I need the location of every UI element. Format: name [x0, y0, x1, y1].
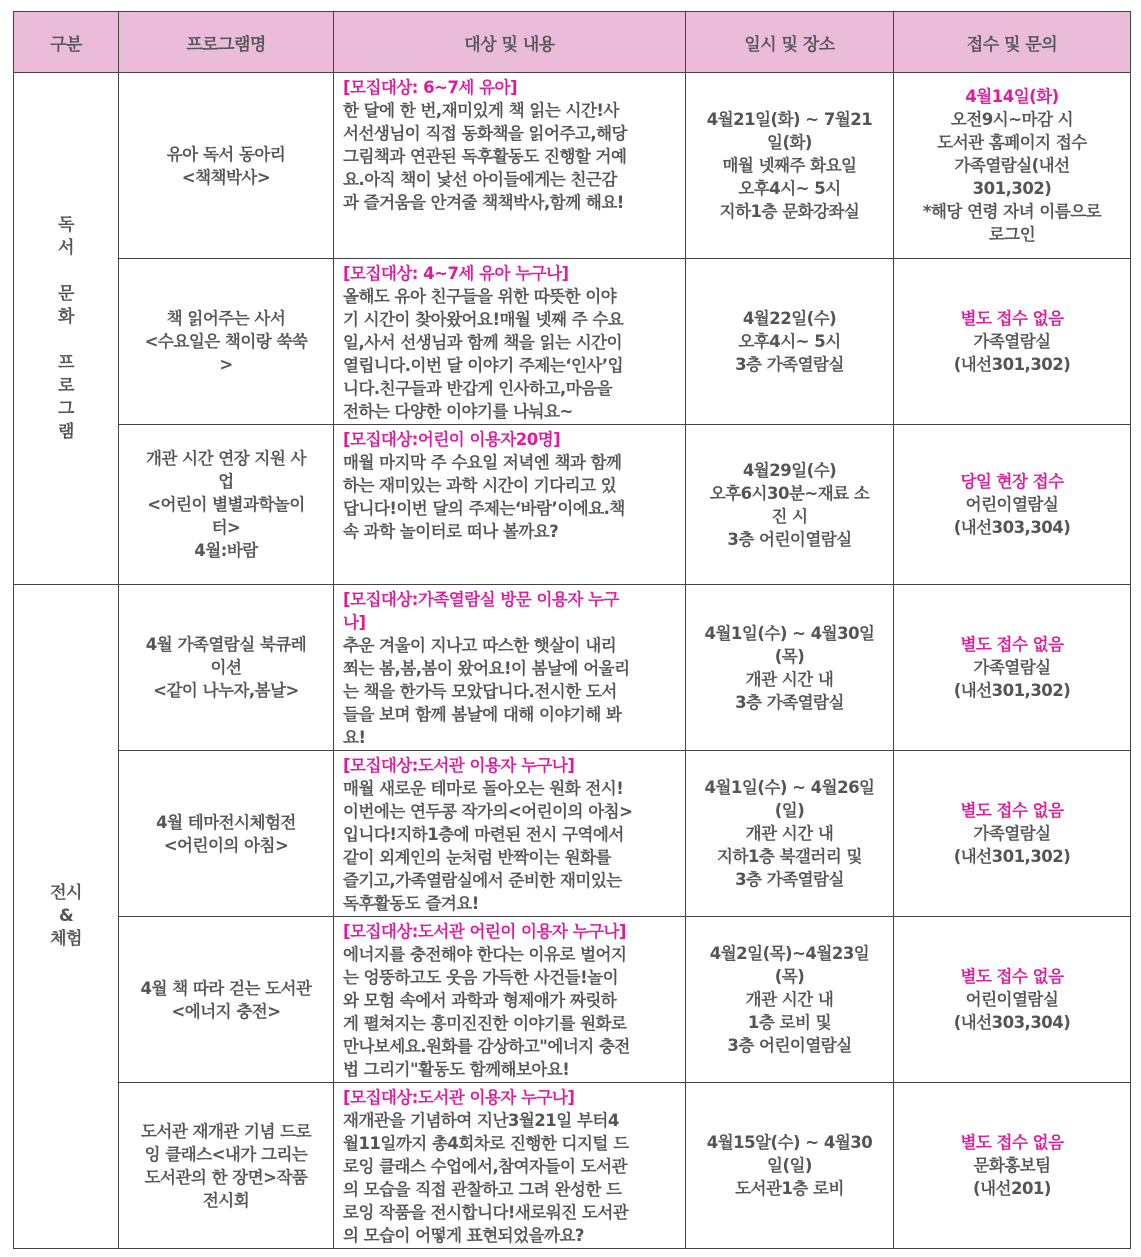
schedule-line: 4월22일(수): [742, 309, 837, 328]
category-line: 화: [58, 306, 74, 327]
signup-line: (내선301,302): [953, 681, 1071, 700]
schedule-line: 3층 가족열람실: [735, 355, 844, 374]
content-line: 월11일까지 총4회차로 진행한 디지털 드: [343, 1134, 629, 1153]
signup-cell: [894, 585, 1131, 751]
program-name-line: 도서관 재개관 기념 드로: [140, 1121, 312, 1141]
content-line: 와 모험 속에서 과학과 형제애가 짜릿하: [343, 991, 617, 1010]
signup-line: 가족열람실: [973, 658, 1051, 677]
schedule-line: 4월15알(수) ~ 4월30: [706, 1133, 873, 1152]
schedule-line: 3층 가족열람실: [735, 870, 844, 889]
program-name-cell: [119, 259, 334, 425]
category-line: [15, 329, 117, 352]
description-cell: [334, 1083, 686, 1249]
signup-line: (내선301,302): [953, 847, 1071, 866]
schedule-cell: [686, 917, 894, 1083]
content-line: 의 모습이 어떻게 표현되었을까요?: [343, 1226, 584, 1245]
signup-highlight: 별도 접수 없음: [960, 635, 1064, 654]
program-name-cell: [119, 1083, 334, 1249]
program-name-line: <어린이의 아침>: [163, 835, 289, 855]
target-label: [모집대상: 6~7세 유아]: [343, 78, 518, 97]
schedule-line: 개관 시간 내: [745, 669, 834, 689]
target-label: [모집대상:도서관 이용자 누구나]: [343, 1088, 575, 1107]
program-name-line: 4월:바람: [194, 541, 258, 560]
description-cell: [334, 585, 686, 751]
signup-line: 로그인: [988, 225, 1036, 244]
category-line: 그: [58, 398, 74, 419]
table-row: [14, 425, 1131, 585]
schedule-line: 4월21일(화) ~ 7월21: [706, 110, 873, 129]
schedule-line: 지하1층 문화강좌실: [719, 202, 860, 221]
program-name-line: 터>: [211, 518, 241, 537]
content-line: 즐기고,가족열람실에서 준비한 재미있는: [343, 871, 622, 890]
description-cell: [334, 917, 686, 1083]
content-line: 입니다!지하1층에 마련된 전시 구역에서: [343, 825, 624, 844]
program-name-line: 전시회: [202, 1190, 250, 1210]
program-name-cell: [119, 425, 334, 585]
content-line: 하는 재미있는 과학 시간이 기다리고 있: [343, 476, 617, 495]
content-line: 매월 마지막 주 수요일 저녁엔 책과 함께: [343, 453, 622, 472]
schedule-cell: [686, 259, 894, 425]
content-line: 는 엉뚱하고도 웃음 가득한 사건들!놀이: [343, 968, 619, 987]
schedule-cell: [686, 585, 894, 751]
signup-line: (내선301,302): [953, 355, 1071, 374]
content-line: 답니다!이번 달의 주제는‘바람’이에요.책: [343, 499, 625, 518]
content-line: 추운 겨울이 지나고 따스한 햇살이 내리: [343, 636, 617, 655]
header-program-name: 프로그램명: [119, 12, 334, 73]
content-line: 과 즐거움을 안겨줄 책책박사,함께 해요!: [343, 193, 624, 212]
content-line: 속 과학 놀이터로 떠나 볼까요?: [343, 522, 559, 541]
program-name-cell: [119, 751, 334, 917]
signup-line: (내선303,304): [953, 518, 1071, 537]
program-name-line: 유아 독서 동아리: [166, 144, 286, 164]
content-line: 한 달에 한 번,재미있게 책 읽는 시간!사: [343, 101, 619, 120]
category-line: 램: [58, 421, 74, 442]
content-line: 로잉 작품을 전시합니다!새로워진 도서관: [343, 1203, 629, 1222]
category-cell: [14, 73, 119, 585]
content-line: 독후활동도 즐겨요!: [343, 894, 479, 913]
schedule-line: 도서관1층 로비: [735, 1179, 844, 1198]
signup-highlight: 별도 접수 없음: [960, 967, 1064, 986]
signup-highlight: 별도 접수 없음: [960, 309, 1064, 328]
signup-line: 어린이열람실: [965, 495, 1059, 514]
program-name-line: <에너지 충전>: [171, 1001, 281, 1021]
content-line: 니다.친구들과 반갑게 인사하고,마음을: [343, 379, 613, 398]
content-line: 로잉 클래스 수업에서,참여자들이 도서관: [343, 1157, 627, 1176]
program-name-cell: [119, 917, 334, 1083]
program-name-line: <같이 나누자,봄날>: [153, 681, 299, 700]
content-line: 의 모습을 직접 관찰하고 그려 완성한 드: [343, 1180, 622, 1199]
category-line: 서: [58, 237, 74, 258]
signup-line: 문화홍보팀: [973, 1156, 1051, 1175]
signup-line: 도서관 홈페이지 접수: [937, 133, 1087, 152]
schedule-line: (일): [774, 801, 805, 820]
header-category: 구분: [14, 12, 119, 73]
program-name-cell: [119, 585, 334, 751]
signup-line: 301,302): [972, 179, 1052, 198]
schedule-line: 지하1층 북갤러리 및: [717, 847, 862, 866]
schedule-cell: [686, 73, 894, 259]
program-name-line: 책 읽어주는 사서: [166, 309, 286, 328]
schedule-line: 4월1일(수) ~ 4월30일: [704, 623, 875, 643]
content-line: 이번에는 연두콩 작가의<어린이의 아침>: [343, 802, 633, 821]
category-line: [15, 260, 117, 283]
program-name-line: 도서관의 한 장면>작품: [144, 1167, 308, 1187]
signup-line: 가족열람실: [973, 332, 1051, 351]
header-date-place: 일시 및 장소: [686, 12, 894, 73]
program-name-line: 4월 테마전시체험전: [156, 812, 296, 832]
program-name-line: <수요일은 책이랑 쑥쑥: [144, 332, 308, 351]
schedule-line: 개관 시간 내: [745, 990, 834, 1009]
table-row: [14, 259, 1131, 425]
signup-highlight: 별도 접수 없음: [960, 801, 1064, 820]
content-line: 들을 보며 함께 봄날에 대해 이야기해 봐: [343, 705, 622, 724]
schedule-line: 4월1일(수) ~ 4월26일: [704, 778, 875, 797]
content-line: 쬐는 봄,봄,봄이 왔어요!이 봄날에 어울리: [343, 659, 630, 678]
schedule-line: 4월29일(수): [742, 460, 837, 480]
schedule-cell: [686, 425, 894, 585]
schedule-line: 오후4시~ 5시: [738, 332, 841, 351]
category-cell: [14, 585, 119, 1249]
signup-cell: [894, 751, 1131, 917]
content-line: 열립니다.이번 달 이야기 주제는‘인사’입: [343, 356, 624, 375]
signup-cell: [894, 259, 1131, 425]
content-line: 재개관을 기념하여 지난3월21일 부터4: [343, 1111, 619, 1130]
table-row: [14, 1083, 1131, 1249]
target-label: 나]: [343, 613, 366, 632]
schedule-line: 일(화): [767, 133, 812, 152]
signup-line: (내선303,304): [953, 1013, 1071, 1032]
program-name-line: 업: [218, 472, 234, 491]
signup-line: (내선201): [973, 1179, 1051, 1198]
signup-line: 가족열람실: [973, 824, 1051, 843]
program-name-line: 4월 가족열람실 북큐레: [145, 635, 307, 654]
description-cell: [334, 751, 686, 917]
schedule-line: 개관 시간 내: [745, 824, 834, 843]
content-line: 매월 새로운 테마로 돌아오는 원화 전시!: [343, 779, 624, 798]
content-line: 법 그리기"활동도 함께해보아요!: [343, 1060, 570, 1079]
program-name-line: 4월 책 따라 걷는 도서관: [140, 978, 312, 998]
table-row: [14, 585, 1131, 751]
signup-cell: [894, 425, 1131, 585]
content-line: 요.아직 책이 낯선 아이들에게는 친근감: [343, 170, 617, 189]
schedule-line: 일(일): [767, 1156, 812, 1175]
program-name-line: >: [219, 355, 233, 374]
content-line: 만나보세요.원화를 감상하고"에너지 충전: [343, 1037, 630, 1056]
schedule-line: 매월 넷째주 화요일: [722, 156, 857, 175]
content-line: 같이 외계인의 눈처럼 반짝이는 원화를: [343, 848, 612, 867]
target-label: [모집대상:어린이 이용자20명]: [343, 430, 561, 449]
program-name-cell: [119, 73, 334, 259]
signup-highlight: 4월14일(화): [965, 87, 1059, 106]
program-name-line: <어린이 별별과학놀이: [147, 495, 305, 514]
schedule-line: 오후6시30분~재료 소: [709, 483, 870, 503]
target-label: [모집대상:가족열람실 방문 이용자 누구: [343, 590, 619, 609]
signup-line: *해당 연령 자녀 이름으로: [922, 202, 1102, 221]
description-cell: [334, 73, 686, 259]
content-line: 서선생님이 직접 동화책을 읽어주고,해당: [343, 124, 627, 143]
content-line: 기 시간이 찾아왔어요!매월 넷째 주 수요: [343, 310, 624, 329]
content-line: 일,사서 선생님과 함께 책을 읽는 시간이: [343, 333, 623, 352]
category-line: 독: [58, 214, 74, 235]
signup-line: 가족열람실(내선: [954, 156, 1070, 175]
content-line: 는 책을 한가득 모았답니다.전시한 도서: [343, 682, 617, 701]
program-table: [13, 11, 1131, 1249]
signup-highlight: 별도 접수 없음: [960, 1133, 1064, 1152]
header-row: [14, 12, 1131, 73]
schedule-line: (목): [774, 967, 805, 986]
program-name-line: 이션: [210, 658, 242, 677]
content-line: 게 펼쳐지는 흥미진진한 이야기를 원화로: [343, 1014, 627, 1033]
program-name-line: 잉 클래스<내가 그리는: [144, 1144, 308, 1164]
schedule-cell: [686, 751, 894, 917]
schedule-line: 3층 어린이열람실: [727, 1036, 852, 1055]
target-label: [모집대상: 4~7세 유아 누구나]: [343, 264, 569, 283]
schedule-line: (목): [774, 646, 805, 666]
category-line: 전시: [50, 883, 82, 903]
category-line: 로: [58, 375, 74, 396]
schedule-cell: [686, 1083, 894, 1249]
description-cell: [334, 259, 686, 425]
target-label: [모집대상:도서관 이용자 누구나]: [343, 756, 575, 775]
signup-cell: [894, 73, 1131, 259]
schedule-line: 3층 가족열람실: [735, 692, 844, 712]
category-line: &: [58, 906, 74, 926]
header-target-content: 대상 및 내용: [334, 12, 686, 73]
category-line: 프: [58, 352, 74, 373]
signup-line: 어린이열람실: [965, 990, 1059, 1009]
signup-highlight: 당일 현장 접수: [960, 472, 1064, 491]
table-row: [14, 751, 1131, 917]
description-cell: [334, 425, 686, 585]
content-line: 요!: [343, 728, 366, 747]
signup-cell: [894, 1083, 1131, 1249]
signup-cell: [894, 917, 1131, 1083]
content-line: 에너지를 충전해야 한다는 이유로 벌어지: [343, 945, 627, 964]
header-signup-inquiry: 접수 및 문의: [894, 12, 1131, 73]
category-line: 체험: [50, 929, 82, 949]
content-line: 전하는 다양한 이야기를 나눠요~: [343, 402, 573, 421]
table-row: [14, 73, 1131, 259]
content-line: 올해도 유아 친구들을 위한 따뜻한 이야: [343, 287, 617, 306]
signup-line: 오전9시~마감 시: [950, 110, 1074, 129]
program-name-line: <책책박사>: [181, 167, 271, 187]
content-line: 그림책과 연관된 독후활동도 진행할 거예: [343, 147, 627, 166]
table-row: [14, 917, 1131, 1083]
target-label: [모집대상:도서관 어린이 이용자 누구나]: [343, 922, 626, 941]
schedule-line: 진 시: [771, 506, 808, 526]
schedule-line: 1층 로비 및: [747, 1013, 832, 1032]
schedule-line: 오후4시~ 5시: [738, 179, 841, 198]
schedule-line: 3층 어린이열람실: [727, 529, 852, 549]
program-name-line: 개관 시간 연장 지원 사: [146, 449, 306, 468]
schedule-line: 4월2일(목)~4월23일: [709, 944, 870, 963]
category-line: 문: [58, 283, 74, 304]
